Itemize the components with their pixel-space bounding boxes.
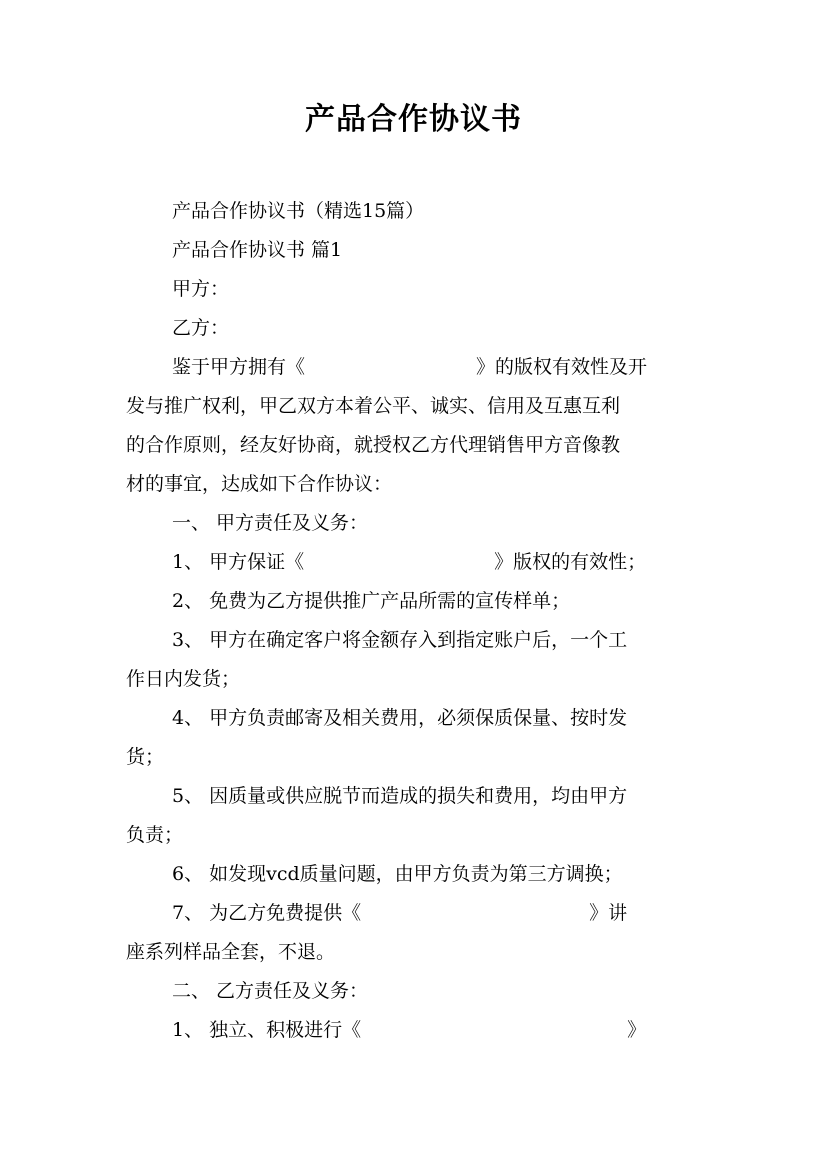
paragraph-line: 的合作原则，经友好协商，就授权乙方代理销售甲方音像教	[126, 434, 621, 456]
paragraph-line: 甲方：	[172, 278, 230, 300]
paragraph-line: 货；	[126, 746, 165, 768]
paragraph-line: 作日内发货；	[126, 668, 241, 690]
paragraph-line: 鉴于甲方拥有《 》的版权有效性及开	[172, 356, 648, 378]
section-heading: 一、 甲方责任及义务：	[172, 512, 369, 534]
paragraph-line: 发与推广权利，甲乙双方本着公平、诚实、信用及互惠互利	[126, 395, 621, 417]
paragraph-line: 6、 如发现vcd质量问题，由甲方负责为第三方调换；	[172, 863, 623, 885]
paragraph-line: 2、 免费为乙方提供推广产品所需的宣传样单；	[172, 590, 571, 612]
paragraph-line: 1、 独立、积极进行《 》	[172, 1019, 647, 1041]
paragraph-line: 4、 甲方负责邮寄及相关费用，必须保质保量、按时发	[172, 707, 628, 729]
document-title: 产品合作协议书	[305, 102, 522, 137]
paragraph-line: 7、 为乙方免费提供《 》讲	[172, 902, 628, 924]
paragraph-line: 产品合作协议书 篇1	[172, 239, 343, 261]
paragraph-line: 座系列样品全套，不退。	[126, 941, 336, 963]
paragraph-line: 产品合作协议书（精选15篇）	[172, 200, 425, 222]
paragraph-line: 5、 因质量或供应脱节而造成的损失和费用，均由甲方	[172, 785, 628, 807]
paragraph-line: 乙方：	[172, 317, 230, 339]
paragraph-line: 3、 甲方在确定客户将金额存入到指定账户后，一个工	[172, 629, 628, 651]
paragraph-line: 负责；	[126, 824, 184, 846]
paragraph-line: 1、 甲方保证《 》版权的有效性；	[172, 551, 647, 573]
paragraph-line: 材的事宜，达成如下合作协议：	[126, 473, 393, 495]
section-heading: 二、 乙方责任及义务：	[172, 980, 369, 1002]
